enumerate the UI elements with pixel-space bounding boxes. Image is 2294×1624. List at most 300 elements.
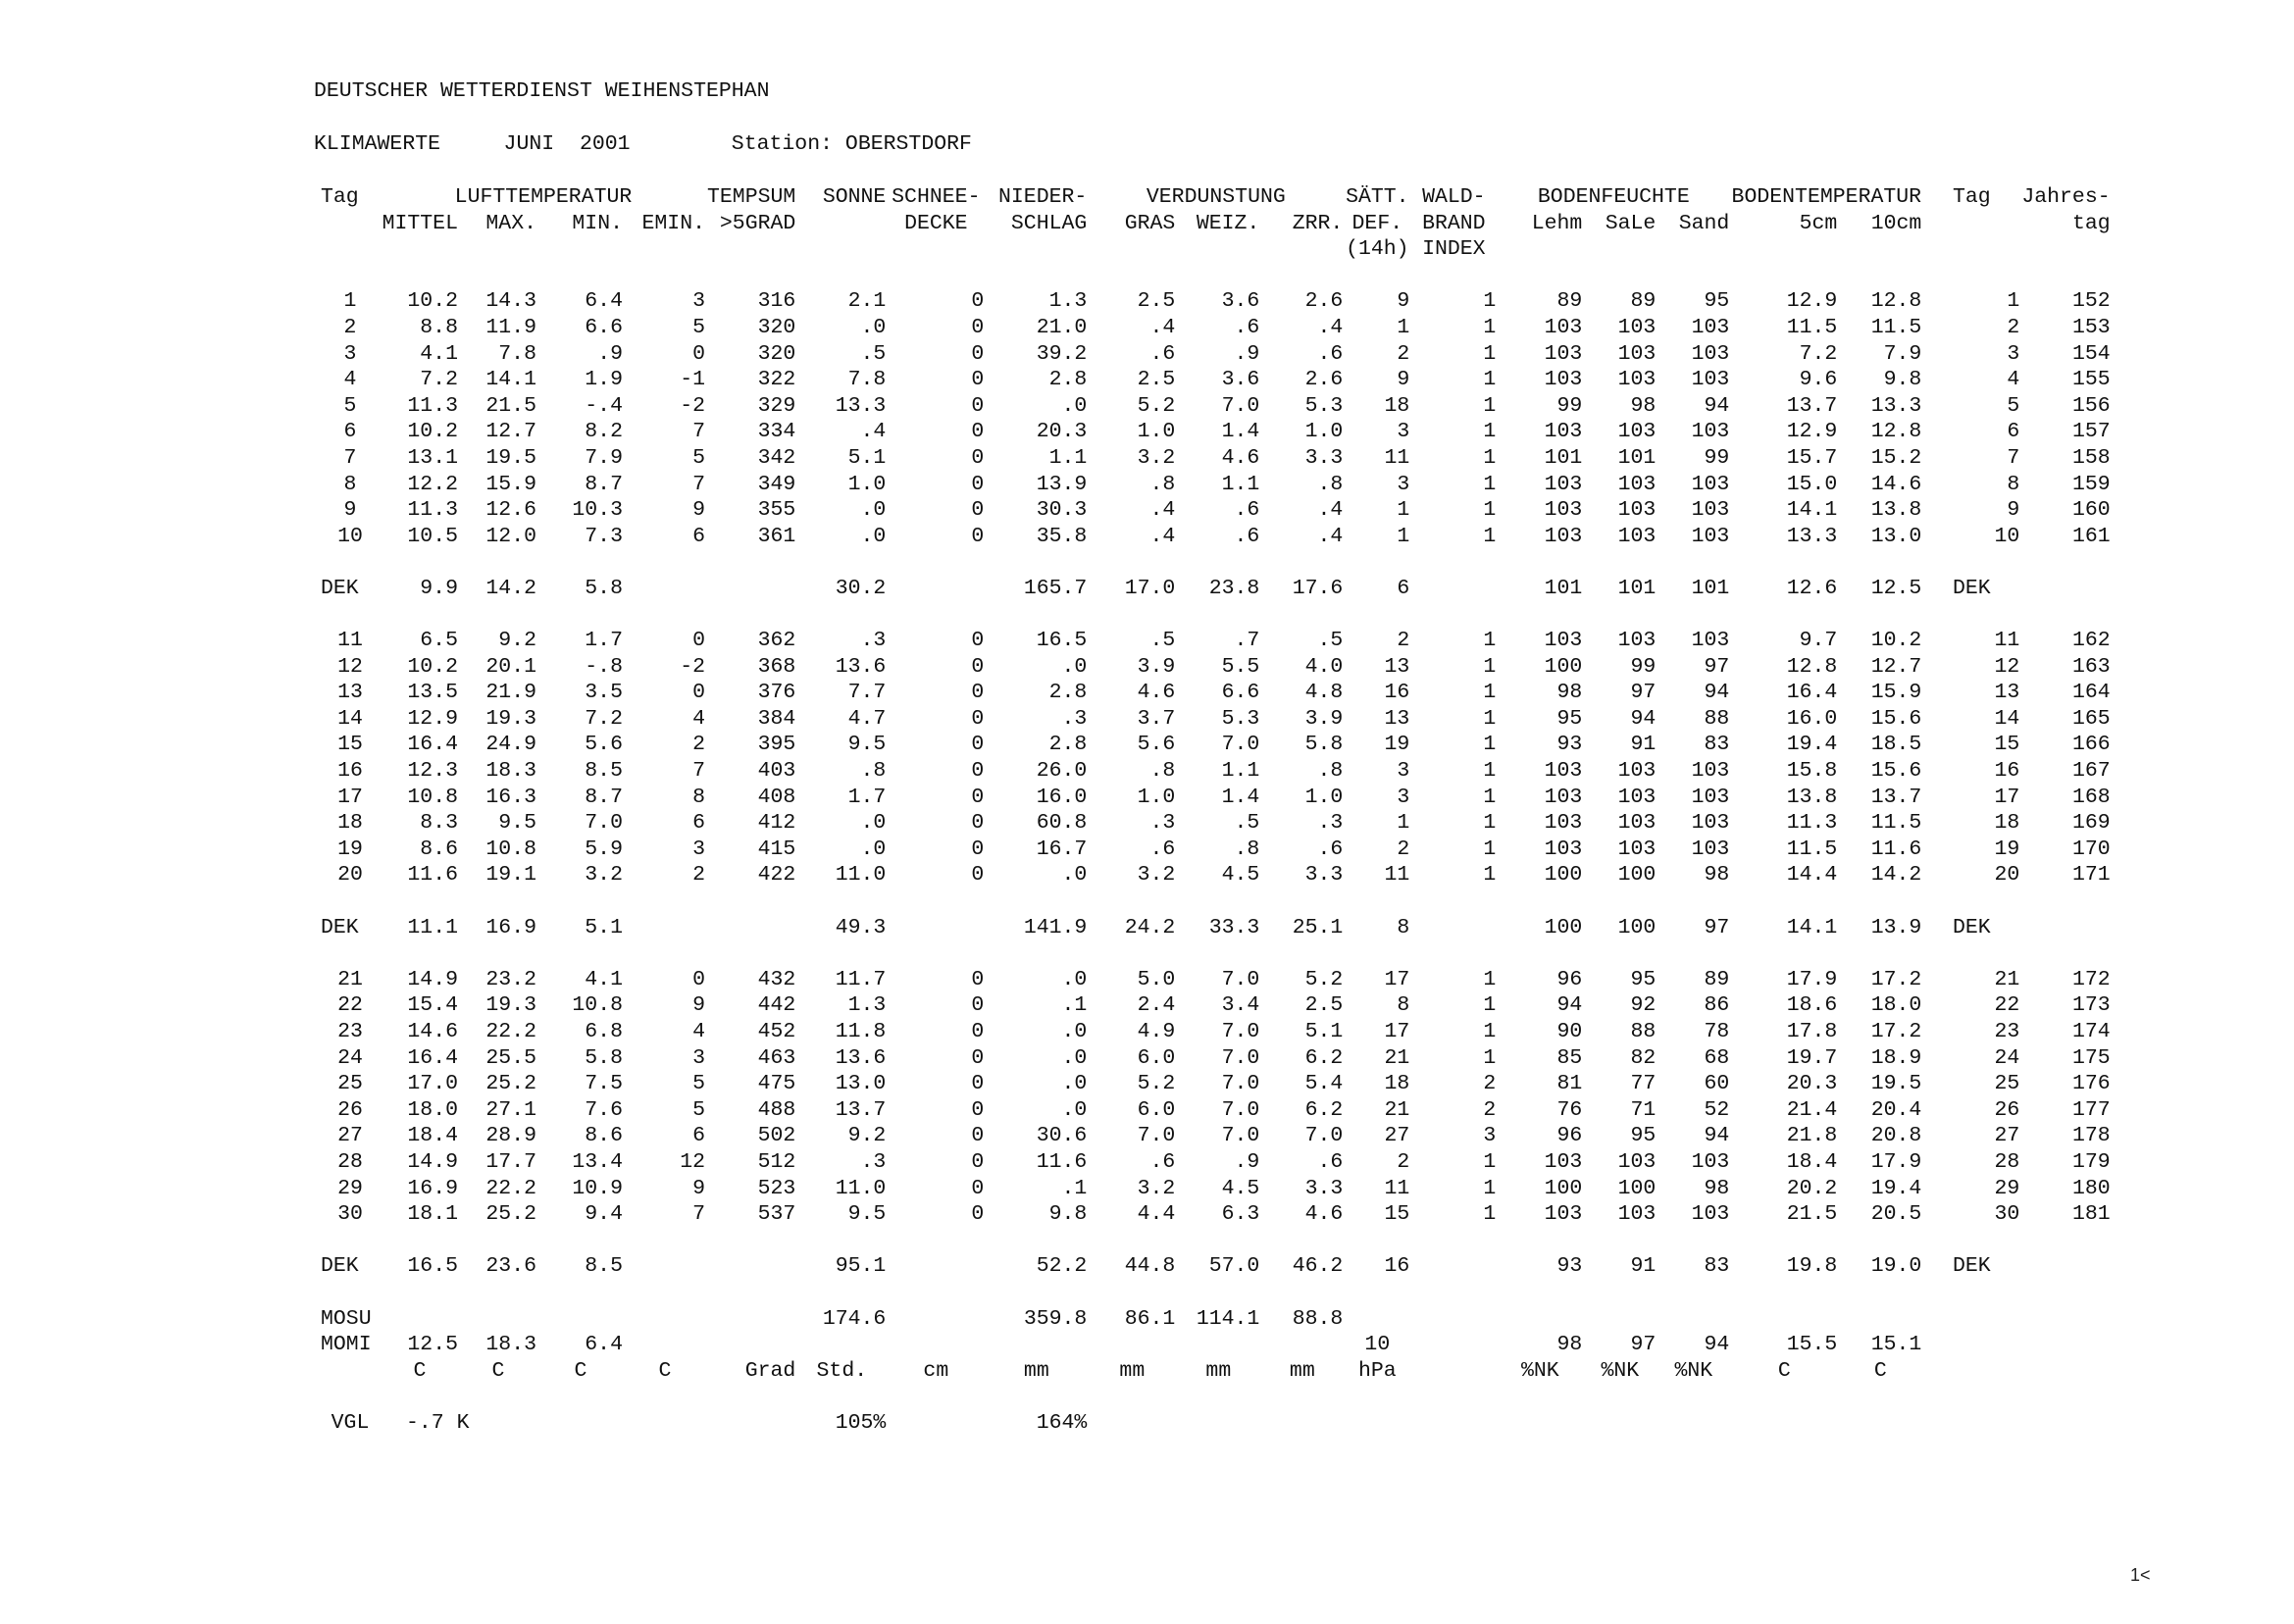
table-cell: 3 xyxy=(1397,759,1410,784)
table-cell: 7.0 xyxy=(1221,1045,1260,1070)
table-cell: 15.0 xyxy=(1786,472,1838,496)
table-cell: 20.3 xyxy=(1036,420,1088,444)
table-cell: 9 xyxy=(692,498,705,523)
table-cell: 1 xyxy=(1483,315,1497,339)
table-cell: .9 xyxy=(1234,341,1260,366)
table-cell: 9.2 xyxy=(847,1124,887,1148)
table-cell xyxy=(1410,1358,1497,1385)
table-row xyxy=(320,654,2112,681)
table-cell: 7 xyxy=(692,759,705,784)
table-cell: 14.1 xyxy=(485,368,536,392)
table-cell: 14 xyxy=(1994,706,2020,731)
table-cell: 13.0 xyxy=(1870,524,1922,548)
table-cell: 3 xyxy=(1397,785,1410,809)
table-cell: 103 xyxy=(1617,315,1657,339)
table-cell: 0 xyxy=(971,315,985,339)
table-cell: 103 xyxy=(1617,629,1657,653)
spacer-row xyxy=(320,1228,2112,1254)
table-cell: 6.4 xyxy=(585,289,623,314)
table-cell: 100 xyxy=(1544,654,1583,679)
table-cell: 5.5 xyxy=(1221,654,1260,679)
table-row xyxy=(320,1019,2112,1045)
table-cell: DEK xyxy=(321,915,359,939)
table-cell: 395 xyxy=(757,733,796,757)
table-cell: 0 xyxy=(971,654,985,679)
table-cell: 16 xyxy=(1384,1254,1410,1279)
table-cell: 103 xyxy=(1617,759,1657,784)
table-cell: 1 xyxy=(1483,706,1497,731)
table-cell: 11.9 xyxy=(485,315,536,339)
table-cell: 81 xyxy=(1556,1072,1583,1096)
table-cell: 0 xyxy=(971,706,985,731)
table-cell: 23 xyxy=(1994,1020,2020,1043)
table-cell: 361 xyxy=(757,524,796,548)
table-cell: 165.7 xyxy=(1023,576,1088,600)
table-cell: 19.0 xyxy=(1870,1254,1922,1279)
table-cell: 103 xyxy=(1617,498,1657,523)
table-cell: 20.1 xyxy=(485,654,536,679)
table-cell: 3.6 xyxy=(1221,368,1260,392)
table-cell: 1 xyxy=(1483,1020,1497,1043)
table-cell: 103 xyxy=(1544,629,1583,653)
table-cell: 0 xyxy=(971,629,985,653)
table-cell: 12.8 xyxy=(1870,289,1922,314)
table-cell: 101 xyxy=(1544,576,1583,600)
table-cell: 1 xyxy=(1397,498,1410,523)
table-cell: 3 xyxy=(1397,420,1410,444)
table-cell: 1 xyxy=(1483,811,1497,836)
table-cell: 523 xyxy=(757,1176,796,1200)
table-cell: .0 xyxy=(860,524,887,548)
table-cell: 11.3 xyxy=(407,393,458,418)
table-cell: 10.5 xyxy=(407,524,458,548)
table-cell: 99 xyxy=(1556,393,1583,418)
table-cell: 103 xyxy=(1544,420,1583,444)
table-cell: 3.2 xyxy=(1137,445,1176,470)
table-cell: 0 xyxy=(971,445,985,470)
table-cell: 114.1 xyxy=(1196,1306,1260,1331)
table-cell: 20.3 xyxy=(1786,1072,1838,1096)
table-cell: 162 xyxy=(2071,629,2111,653)
table-cell: 14.3 xyxy=(485,289,536,314)
table-row xyxy=(320,862,2112,888)
table-cell: 3.3 xyxy=(1304,863,1344,888)
table-cell: 14.6 xyxy=(407,1020,458,1043)
table-cell: 18.3 xyxy=(485,759,536,784)
table-cell: 6 xyxy=(1397,576,1410,600)
table-row xyxy=(320,992,2112,1019)
table-cell: 21.9 xyxy=(485,681,536,705)
table-cell: 12.5 xyxy=(407,1333,458,1357)
table-cell: 181 xyxy=(2071,1202,2111,1227)
table-cell: 2.5 xyxy=(1137,289,1176,314)
table-cell: 13 xyxy=(1384,654,1410,679)
table-cell: 14.2 xyxy=(485,576,536,600)
table-cell: 1 xyxy=(1483,368,1497,392)
table-cell xyxy=(985,1332,1088,1358)
table-cell xyxy=(1497,1306,1583,1333)
table-cell: .4 xyxy=(1317,315,1344,339)
table-cell: 29 xyxy=(1994,1176,2020,1200)
table-row xyxy=(320,1071,2112,1097)
table-cell: 1.4 xyxy=(1221,785,1260,809)
table-cell: 172 xyxy=(2071,967,2111,991)
table-cell: Std. xyxy=(816,1358,868,1383)
table-cell: 103 xyxy=(1617,785,1657,809)
table-cell: 19.5 xyxy=(485,445,536,470)
subheader-zrr: ZRR. xyxy=(1292,211,1344,235)
table-cell: 1 xyxy=(1483,863,1497,888)
table-cell: 11.7 xyxy=(835,967,887,991)
table-cell xyxy=(1410,1306,1497,1333)
table-row xyxy=(320,1176,2112,1202)
table-cell: 10.2 xyxy=(407,654,458,679)
table-cell: 7.2 xyxy=(1799,341,1838,366)
table-cell: .1 xyxy=(1061,993,1088,1018)
table-cell: 1 xyxy=(1397,315,1410,339)
table-cell xyxy=(706,576,796,602)
table-cell: 19.8 xyxy=(1786,1254,1838,1279)
table-cell: 342 xyxy=(757,445,796,470)
table-cell: 95 xyxy=(1630,1124,1657,1148)
table-cell: 9 xyxy=(343,498,357,523)
table-cell: 15 xyxy=(1384,1202,1410,1227)
table-cell: 16.5 xyxy=(1036,629,1088,653)
table-cell: 5 xyxy=(2007,393,2020,418)
table-cell: 103 xyxy=(1691,472,1730,496)
table-cell: .9 xyxy=(1234,1149,1260,1174)
table-cell: .3 xyxy=(860,629,887,653)
table-cell: 4.6 xyxy=(1221,445,1260,470)
table-cell: 1 xyxy=(1483,993,1497,1018)
table-cell: 0 xyxy=(971,837,985,861)
table-cell: 17 xyxy=(1384,1020,1410,1043)
table-cell: 5.4 xyxy=(1304,1072,1344,1096)
table-cell: 21.4 xyxy=(1786,1097,1838,1122)
table-cell: 11.6 xyxy=(407,863,458,888)
table-cell: 5.2 xyxy=(1304,967,1344,991)
table-cell: .3 xyxy=(860,1149,887,1174)
table-cell: 10 xyxy=(1364,1333,1391,1357)
table-cell: 6 xyxy=(692,524,705,548)
table-cell: 10 xyxy=(337,524,363,548)
table-cell: 13.9 xyxy=(1036,472,1088,496)
table-cell: 8.7 xyxy=(585,472,623,496)
table-cell: 103 xyxy=(1691,524,1730,548)
table-cell: 0 xyxy=(971,1072,985,1096)
table-cell: 12 xyxy=(1994,654,2020,679)
table-cell: 5.9 xyxy=(585,837,623,861)
table-cell: 94 xyxy=(1704,1333,1730,1357)
table-cell: 6.6 xyxy=(1221,681,1260,705)
table-cell: .6 xyxy=(1317,1149,1344,1174)
table-cell: 9.5 xyxy=(847,1202,887,1227)
table-cell: 7.2 xyxy=(585,706,623,731)
table-cell: 173 xyxy=(2071,993,2111,1018)
table-cell: .5 xyxy=(1317,629,1344,653)
table-cell xyxy=(1922,1332,2020,1358)
table-cell: 0 xyxy=(971,368,985,392)
table-cell: 1 xyxy=(1483,785,1497,809)
table-cell: 9.5 xyxy=(498,811,536,836)
table-cell: 8.6 xyxy=(585,1124,623,1148)
table-cell: 94 xyxy=(1704,393,1730,418)
table-cell: 44.8 xyxy=(1124,1254,1176,1279)
table-cell: DEK xyxy=(321,576,359,600)
table-cell: 103 xyxy=(1691,1149,1730,1174)
table-cell: 6 xyxy=(2007,420,2020,444)
table-cell: 5.3 xyxy=(1304,393,1344,418)
table-cell: 9.4 xyxy=(585,1202,623,1227)
table-cell: 21.0 xyxy=(1036,315,1088,339)
table-cell: 100 xyxy=(1544,863,1583,888)
table-cell: 101 xyxy=(1691,576,1730,600)
table-cell: 7.9 xyxy=(1883,341,1922,366)
table-cell: DEK xyxy=(321,1254,359,1279)
table-cell: 1 xyxy=(1483,498,1497,523)
table-cell: 415 xyxy=(757,837,796,861)
table-cell: 23 xyxy=(337,1020,363,1043)
table-cell: 19.5 xyxy=(1870,1072,1922,1096)
table-row xyxy=(320,341,2112,368)
table-cell: 5.8 xyxy=(1304,733,1344,757)
subheader-mittel: MITTEL xyxy=(382,211,458,235)
table-cell: 6.0 xyxy=(1137,1045,1176,1070)
table-cell: 89 xyxy=(1630,289,1657,314)
table-cell: 334 xyxy=(757,420,796,444)
table-cell: 17 xyxy=(1384,967,1410,991)
table-cell: 12 xyxy=(680,1149,705,1174)
table-cell: 1 xyxy=(1483,393,1497,418)
station-name: Station: OBERSTDORF xyxy=(731,132,972,156)
table-cell xyxy=(1657,1306,1730,1333)
table-cell: 1 xyxy=(1483,1176,1497,1200)
table-cell: .0 xyxy=(1061,393,1088,418)
table-cell: 7.0 xyxy=(1221,1072,1260,1096)
table-cell: 19.1 xyxy=(485,863,536,888)
table-cell: 97 xyxy=(1630,681,1657,705)
table-cell: 95 xyxy=(1630,967,1657,991)
table-row xyxy=(320,810,2112,837)
table-cell: 0 xyxy=(692,629,705,653)
table-cell: 1 xyxy=(1483,1045,1497,1070)
table-cell: 103 xyxy=(1691,759,1730,784)
table-cell: 27 xyxy=(337,1124,363,1148)
table-cell: 3 xyxy=(692,1045,705,1070)
table-cell: 97 xyxy=(1704,915,1730,939)
table-cell: 22 xyxy=(337,993,363,1018)
table-cell: 16.0 xyxy=(1786,706,1838,731)
table-cell: .8 xyxy=(1317,472,1344,496)
month-sum-row xyxy=(320,1306,2112,1333)
table-cell: 4.8 xyxy=(1304,681,1344,705)
table-cell: 20.5 xyxy=(1870,1202,1922,1227)
table-cell: 2 xyxy=(1397,629,1410,653)
table-cell: 7 xyxy=(343,445,357,470)
table-cell: .0 xyxy=(860,837,887,861)
table-cell: 15.8 xyxy=(1786,759,1838,784)
table-cell xyxy=(2020,1306,2111,1333)
table-cell: 4.0 xyxy=(1304,654,1344,679)
table-cell: 98 xyxy=(1704,1176,1730,1200)
table-cell: .5 xyxy=(1234,811,1260,836)
table-cell: 12.2 xyxy=(407,472,458,496)
table-cell: 4.9 xyxy=(1137,1020,1176,1043)
table-cell xyxy=(887,1306,985,1333)
comparison-temp: -.7 K xyxy=(406,1410,470,1435)
table-cell: 15 xyxy=(337,733,363,757)
table-cell: 1.3 xyxy=(1048,289,1088,314)
table-cell: 7.0 xyxy=(1137,1124,1176,1148)
table-cell: 103 xyxy=(1691,785,1730,809)
table-cell: 1 xyxy=(1397,524,1410,548)
table-cell xyxy=(1922,1358,2020,1385)
table-cell: 22.2 xyxy=(485,1020,536,1043)
table-cell: 27 xyxy=(1384,1124,1410,1148)
table-cell: 384 xyxy=(757,706,796,731)
table-cell: 10.8 xyxy=(485,837,536,861)
table-cell: 362 xyxy=(757,629,796,653)
subheader-min: MIN. xyxy=(572,211,623,235)
table-cell: 27 xyxy=(1994,1124,2020,1148)
table-cell: 90 xyxy=(1556,1020,1583,1043)
table-cell: 488 xyxy=(757,1097,796,1122)
table-cell: 322 xyxy=(757,368,796,392)
table-cell: 17.2 xyxy=(1870,967,1922,991)
table-cell: 1.0 xyxy=(847,472,887,496)
table-cell: 5.6 xyxy=(1137,733,1176,757)
table-cell: 0 xyxy=(971,1020,985,1043)
table-cell: 10.2 xyxy=(407,420,458,444)
table-cell: 0 xyxy=(971,993,985,1018)
table-cell: 24 xyxy=(337,1045,363,1070)
table-cell: 28.9 xyxy=(485,1124,536,1148)
table-cell: 9.2 xyxy=(498,629,536,653)
table-cell: 17.0 xyxy=(1124,576,1176,600)
comparison-label: VGL xyxy=(331,1410,370,1435)
table-cell: 71 xyxy=(1630,1097,1657,1122)
table-cell: 16.4 xyxy=(407,1045,458,1070)
table-cell: 7.2 xyxy=(420,368,458,392)
table-cell: 7.0 xyxy=(1304,1124,1344,1148)
subheader-14h: (14h) xyxy=(1346,237,1409,262)
table-cell: 4.1 xyxy=(420,341,458,366)
spacer-row xyxy=(320,549,2112,576)
table-cell: 103 xyxy=(1691,341,1730,366)
table-cell: 88 xyxy=(1630,1020,1657,1043)
table-cell: 26 xyxy=(1994,1097,2020,1122)
table-cell: 101 xyxy=(1617,445,1657,470)
table-cell: 11.8 xyxy=(835,1020,887,1043)
table-cell: 26.0 xyxy=(1036,759,1088,784)
table-cell: 91 xyxy=(1630,1254,1657,1279)
month-mean-row xyxy=(320,1332,2112,1358)
table-cell: 18.0 xyxy=(1870,993,1922,1018)
table-cell: 13.6 xyxy=(835,1045,887,1070)
table-cell: 4.4 xyxy=(1137,1202,1176,1227)
table-cell: 155 xyxy=(2071,368,2111,392)
table-cell: 19.7 xyxy=(1786,1045,1838,1070)
table-cell: 17.2 xyxy=(1870,1020,1922,1043)
table-cell: 8 xyxy=(1397,915,1410,939)
table-cell: 83 xyxy=(1704,733,1730,757)
table-cell: 20 xyxy=(1994,863,2020,888)
table-cell: 13.4 xyxy=(572,1149,623,1174)
table-cell: 94 xyxy=(1630,706,1657,731)
table-cell: 19 xyxy=(1384,733,1410,757)
table-cell: 83 xyxy=(1704,1254,1730,1279)
table-cell: 463 xyxy=(757,1045,796,1070)
table-cell xyxy=(1410,576,1497,602)
subheader-brand: BRAND xyxy=(1422,211,1486,235)
table-cell: 537 xyxy=(757,1202,796,1227)
table-cell: 30 xyxy=(337,1202,363,1227)
table-cell: .6 xyxy=(1234,524,1260,548)
table-cell: 7.0 xyxy=(1221,733,1260,757)
table-cell: 512 xyxy=(757,1149,796,1174)
table-cell: -2 xyxy=(680,654,705,679)
table-cell: C xyxy=(658,1358,672,1383)
table-cell xyxy=(887,576,985,602)
table-cell: 24.9 xyxy=(485,733,536,757)
table-cell: MOSU xyxy=(321,1306,372,1331)
table-cell: 13.3 xyxy=(1870,393,1922,418)
table-cell: .0 xyxy=(860,315,887,339)
subheader-index: INDEX xyxy=(1422,237,1486,262)
table-cell: 3.2 xyxy=(1137,1176,1176,1200)
header-row-groups xyxy=(320,184,2112,211)
table-cell: 18 xyxy=(1384,1072,1410,1096)
table-cell: 0 xyxy=(692,967,705,991)
table-cell: 403 xyxy=(757,759,796,784)
table-cell: 25.2 xyxy=(485,1072,536,1096)
table-cell: 24.2 xyxy=(1124,915,1176,939)
table-cell: 85 xyxy=(1556,1045,1583,1070)
table-cell: 2.5 xyxy=(1137,368,1176,392)
table-cell: 0 xyxy=(971,1045,985,1070)
table-cell: 164 xyxy=(2071,681,2111,705)
table-cell: .4 xyxy=(1149,498,1176,523)
table-cell: 103 xyxy=(1617,341,1657,366)
table-cell: 23.6 xyxy=(485,1254,536,1279)
table-cell: 7.6 xyxy=(585,1097,623,1122)
subheader-5grad: >5GRAD xyxy=(719,211,796,235)
units-row xyxy=(320,1358,2112,1385)
table-cell: 166 xyxy=(2071,733,2111,757)
header-saett: SÄTT. xyxy=(1346,185,1409,209)
table-cell: 176 xyxy=(2071,1072,2111,1096)
table-cell: 355 xyxy=(757,498,796,523)
table-cell: 103 xyxy=(1544,759,1583,784)
table-cell: 13.3 xyxy=(835,393,887,418)
table-cell: 103 xyxy=(1691,315,1730,339)
table-cell: 3 xyxy=(1397,472,1410,496)
table-cell: 18.5 xyxy=(1870,733,1922,757)
table-cell: 60.8 xyxy=(1036,811,1088,836)
table-cell: 19 xyxy=(1994,837,2020,861)
table-cell: 18.0 xyxy=(407,1097,458,1122)
subheader-schlag: SCHLAG xyxy=(1010,211,1088,235)
table-cell: 18.4 xyxy=(407,1124,458,1148)
table-cell: 408 xyxy=(757,785,796,809)
table-cell xyxy=(887,1332,985,1358)
table-cell: 5 xyxy=(692,1097,705,1122)
table-cell: 11 xyxy=(1994,629,2020,653)
table-cell: 2 xyxy=(1397,1149,1410,1174)
table-cell: -2 xyxy=(680,393,705,418)
table-row xyxy=(320,1097,2112,1124)
table-cell: 1.0 xyxy=(1137,420,1176,444)
